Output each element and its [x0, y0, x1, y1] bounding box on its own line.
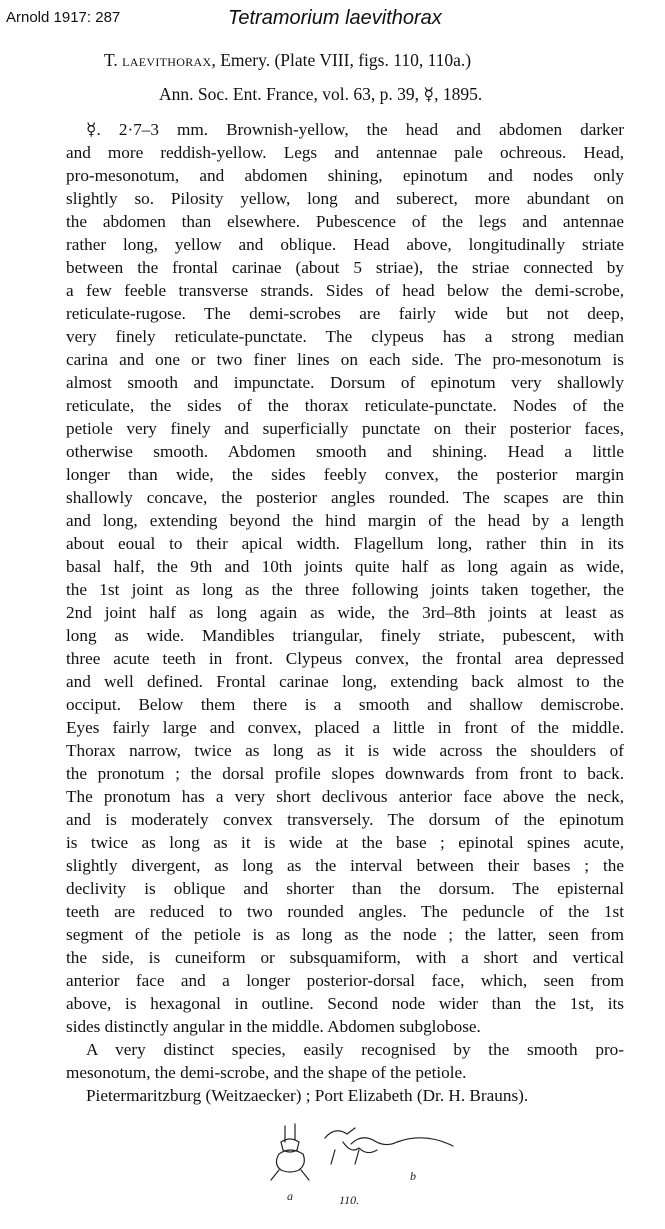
petiole-profile	[343, 1142, 377, 1153]
text-line: anterior face and a longer posterior-dorsal face, which, seen from	[66, 971, 624, 990]
text-line: occiput. Below them there is a smooth and shallow demiscrobe.	[66, 695, 624, 714]
text-line: and well defined. Frontal carinae long, extending back almost to the	[66, 672, 624, 691]
text-line: about eoual to their apical width. Flagellum long, rather thin in its	[66, 534, 624, 553]
figure-110	[255, 1120, 465, 1225]
text-line: A very distinct species, easily recognised by the smooth pro-	[86, 1040, 624, 1059]
text-line: three acute teeth in front. Clypeus convex, the frontal area depressed	[66, 649, 624, 668]
text-line: between the frontal carinae (about 5 striae), the striae connected by	[66, 258, 624, 277]
text-line: and is moderately convex transversely. The dorsum of the epinotum	[66, 810, 624, 829]
text-line: The pronotum has a very short declivous anterior face above the neck,	[66, 787, 624, 806]
text-line: 2nd joint half as long again as wide, the 3rd–8th joints at least as	[66, 603, 624, 622]
text-line: ☿. 2·7–3 mm. Brownish-yellow, the head and abdomen darker	[86, 120, 624, 139]
text-line: sides distinctly angular in the middle. Abdomen subglobose.	[66, 1017, 481, 1036]
text-line: segment of the petiole is as long as the node ; the latter, seen from	[66, 925, 624, 944]
description-body	[66, 118, 624, 1107]
species-title: Tetramorium laevithorax	[228, 7, 442, 29]
text-line: basal half, the 9th and 10th joints quite half as long again as wide,	[66, 557, 624, 576]
text-line: a few feeble transverse strands. Sides of head below the demi-scrobe,	[66, 281, 624, 300]
text-line: the abdomen than elsewhere. Pubescence of the legs and antennae	[66, 212, 624, 231]
genus-abbrev: T.	[104, 50, 118, 70]
text-line: reticulate, the sides of the thorax reticulate-punctate. Nodes of the	[66, 396, 624, 415]
gaster-outline	[397, 1138, 453, 1146]
text-line: above, is hexagonal in outline. Second node wider than the 1st, its	[66, 994, 624, 1013]
text-line: very finely reticulate-punctate. The clypeus has a strong median	[66, 327, 624, 346]
node-two	[276, 1150, 304, 1172]
text-line: almost smooth and impunctate. Dorsum of epinotum very shallowly	[66, 373, 624, 392]
text-line: slightly divergent, as long as the interval between their bases ; the	[66, 856, 624, 875]
text-line: the pronotum ; the dorsal profile slopes downwards from front to back.	[66, 764, 624, 783]
figure-label-b: b	[410, 1169, 416, 1183]
text-line: petiole very finely and superficially punctate on their posterior faces,	[66, 419, 624, 438]
text-line: shallowly concave, the posterior angles rounded. The scapes are thin	[66, 488, 624, 507]
text-line: the 1st joint as long as the three following joints taken together, the	[66, 580, 624, 599]
text-line: declivity is oblique and shorter than the dorsum. The episternal	[66, 879, 624, 898]
text-line: Eyes fairly large and convex, placed a little in front of the middle.	[66, 718, 624, 737]
closing-paragraph	[66, 1038, 624, 1084]
text-line: rather long, yellow and oblique. Head above, longitudinally striate	[66, 235, 624, 254]
figure-number: 110.	[339, 1193, 360, 1207]
leg-stubs	[331, 1150, 359, 1164]
reference-line: Ann. Soc. Ent. France, vol. 63, p. 39, ☿, 1895.	[159, 84, 483, 104]
localities-line: Pietermaritzburg (Weitzaecker) ; Port Elizabeth (Dr. H. Brauns).	[86, 1086, 529, 1105]
text-line: slightly so. Pilosity yellow, long and suberect, more abundant on	[66, 189, 624, 208]
text-line: and long, extending beyond the hind margin of the head by a length	[66, 511, 624, 530]
text-line: teeth are reduced to two rounded angles. The peduncle of the 1st	[66, 902, 624, 921]
text-line: pro-mesonotum, and abdomen shining, epinotum and nodes only	[66, 166, 624, 185]
text-line: and more reddish-yellow. Legs and antennae pale ochreous. Head,	[66, 143, 624, 162]
ant-petiole-drawing	[255, 1120, 465, 1225]
citation-header: Arnold 1917: 287	[6, 9, 121, 26]
text-line: the side, is cuneiform or subsquamiform, with a short and vertical	[66, 948, 624, 967]
text-line: mesonotum, the demi-scrobe, and the shape of the petiole.	[66, 1063, 467, 1082]
species-name: laevithorax	[122, 50, 212, 70]
author-plate: , Emery. (Plate VIII, figs. 110, 110a.)	[211, 50, 472, 70]
text-line: longer than wide, the sides feebly convex, the posterior margin	[66, 465, 624, 484]
text-line: carina and one or two finer lines on each side. The pro-mesonotum is	[66, 350, 624, 369]
profile-lines	[325, 1128, 397, 1145]
text-line: is twice as long as it is wide at the base ; epinotal spines acute,	[66, 833, 624, 852]
description-lines	[66, 118, 624, 1038]
figure-label-a: a	[287, 1189, 293, 1203]
text-line: reticulate-rugose. The demi-scrobes are fairly wide but not deep,	[66, 304, 624, 323]
text-line: long as wide. Mandibles triangular, finely striate, pubescent, with	[66, 626, 624, 645]
text-line: Thorax narrow, twice as long as it is wide across the shoulders of	[66, 741, 624, 760]
text-line: otherwise smooth. Abdomen smooth and shining. Head a little	[66, 442, 624, 461]
species-heading	[104, 50, 471, 71]
